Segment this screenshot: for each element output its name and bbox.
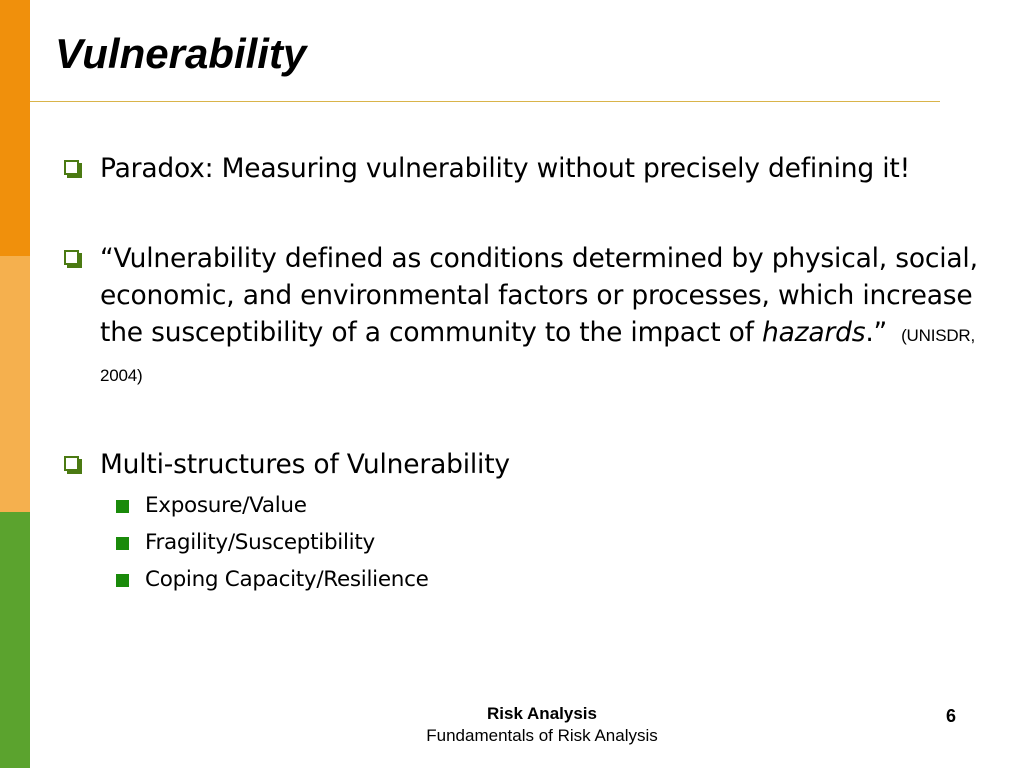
- bullet-text: Paradox: Measuring vulnerability without precisely defining it!: [100, 153, 910, 184]
- side-bar-orange: [0, 0, 30, 256]
- slide-title: Vulnerability: [55, 30, 307, 77]
- footer-subtitle: Fundamentals of Risk Analysis: [426, 726, 658, 745]
- checkbox-bullet-icon: [64, 456, 79, 471]
- bullet-text-before: “Vulnerability defined as conditions determined by physical, social, economic, and environmental factors or processes, which increase the susceptibility of a community to the impact of: [100, 243, 978, 348]
- sub-bullet-exposure: [116, 487, 982, 524]
- bullet-paradox: [62, 150, 982, 187]
- checkbox-bullet-icon: [64, 250, 79, 265]
- bullet-text: Multi-structures of Vulnerability: [100, 449, 510, 480]
- sub-bullet-list: [62, 487, 982, 598]
- square-bullet-icon: [116, 537, 129, 550]
- footer-course-title: Risk Analysis: [487, 704, 597, 723]
- bullet-multi-structures: [62, 446, 982, 483]
- side-bar-light-orange: [0, 256, 30, 512]
- square-bullet-icon: [116, 574, 129, 587]
- title-divider: [30, 101, 940, 102]
- bullet-text-after: .”: [865, 317, 888, 348]
- bullet-emphasis: hazards: [762, 317, 866, 348]
- page-number: 6: [946, 706, 957, 726]
- sub-bullet-text: Exposure/Value: [145, 493, 307, 518]
- sub-bullet-fragility: [116, 524, 982, 561]
- sub-bullet-coping: [116, 561, 982, 598]
- bullet-definition: [62, 240, 982, 394]
- sub-bullet-text: Coping Capacity/Resilience: [145, 567, 429, 592]
- citation: (UNISDR, 2004): [100, 326, 976, 385]
- footer: [0, 703, 1024, 747]
- slide-content: [62, 150, 982, 598]
- sub-bullet-text: Fragility/Susceptibility: [145, 530, 375, 555]
- checkbox-bullet-icon: [64, 160, 79, 175]
- square-bullet-icon: [116, 500, 129, 513]
